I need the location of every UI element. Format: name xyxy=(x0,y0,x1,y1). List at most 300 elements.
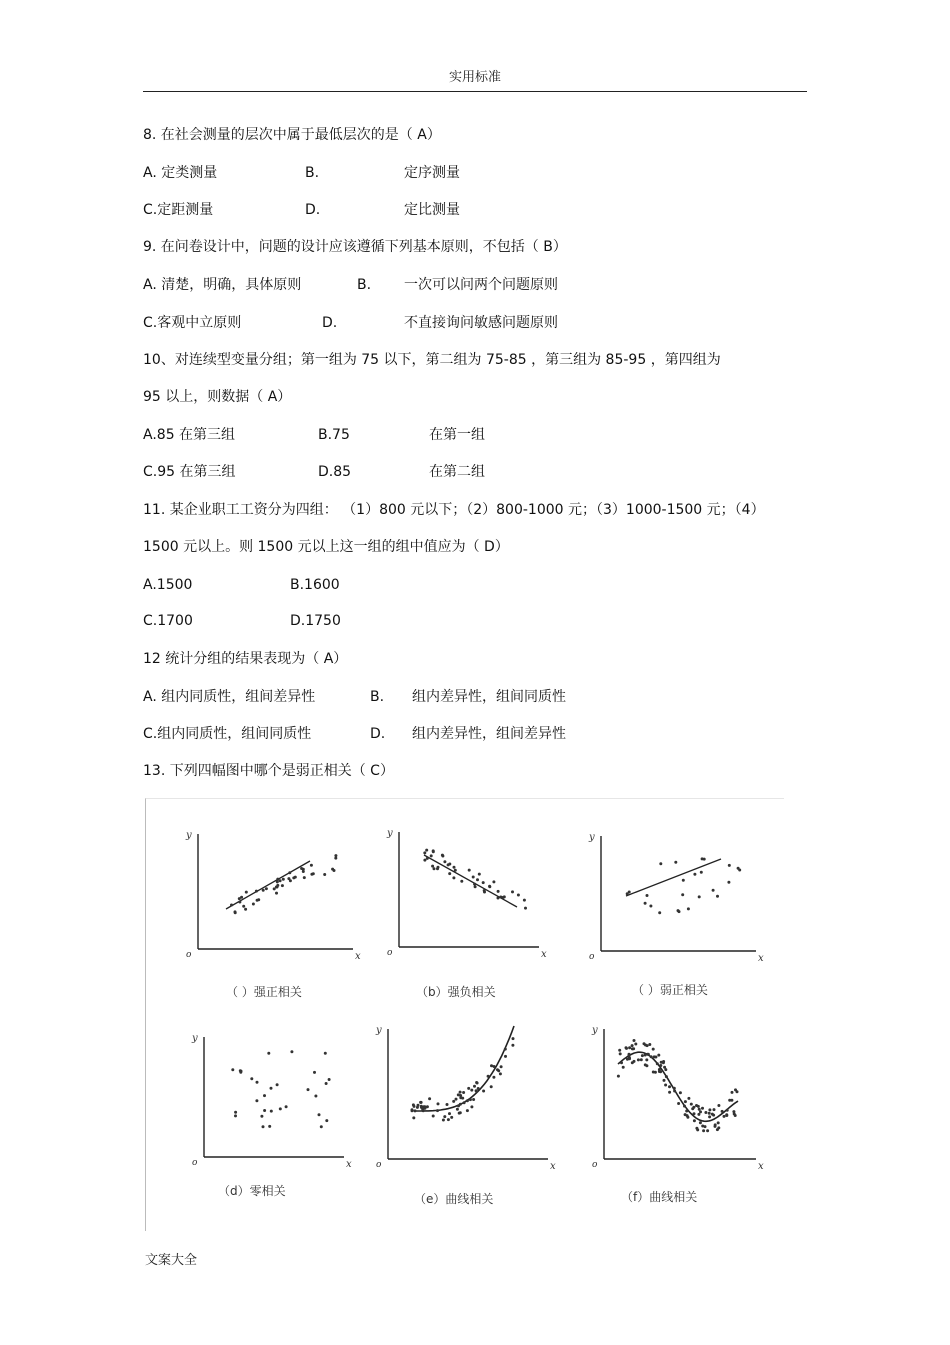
data-point xyxy=(708,1112,711,1115)
data-point xyxy=(431,865,434,868)
q9-option-d-letter: D. xyxy=(322,315,338,331)
data-point xyxy=(245,891,248,894)
q11-option-a: A.1500 xyxy=(143,577,193,593)
data-point xyxy=(476,878,479,881)
data-point xyxy=(721,1110,724,1113)
data-point xyxy=(455,1098,458,1101)
data-point xyxy=(706,1129,709,1132)
data-point xyxy=(276,880,279,883)
data-point xyxy=(436,1109,439,1112)
data-point xyxy=(426,857,429,860)
data-point xyxy=(737,867,740,870)
q8-question: 8. 在社会测量的层次中属于最低层次的是（ A） xyxy=(143,127,441,143)
data-point xyxy=(641,1054,644,1057)
data-point xyxy=(443,1115,446,1118)
data-point xyxy=(234,911,237,914)
data-point xyxy=(437,1102,440,1105)
q10-question-line1: 10、对连续型变量分组；第一组为 75 以下，第二组为 75-85 ，第三组为 85-95 ，第四组为 xyxy=(143,352,721,368)
data-point xyxy=(240,896,243,899)
data-point xyxy=(250,1077,253,1080)
data-point xyxy=(255,890,258,893)
data-point xyxy=(678,910,681,913)
regression-line xyxy=(424,855,517,907)
page-footer: 文案大全 xyxy=(145,1253,198,1268)
data-point xyxy=(717,1121,720,1124)
data-point xyxy=(448,1112,451,1115)
data-point xyxy=(637,1058,640,1061)
data-point xyxy=(499,1072,502,1075)
data-point xyxy=(497,890,500,893)
data-point xyxy=(652,1048,655,1051)
y-axis-label: y xyxy=(592,1025,598,1036)
q10-option-a: A.85 在第三组 xyxy=(143,427,236,443)
data-point xyxy=(318,1113,321,1116)
data-point xyxy=(698,895,701,898)
data-point xyxy=(265,887,268,890)
data-point xyxy=(230,904,233,907)
q11-question-line1: 11. 某企业职工工资分为四组： （1）800 元以下；（2）800-1000 元；（3）1000-1500 元；（4） xyxy=(143,502,765,518)
data-point xyxy=(423,851,426,854)
data-point xyxy=(633,1039,636,1042)
x-axis-label: x xyxy=(346,1159,352,1170)
data-point xyxy=(717,1104,720,1107)
panel-caption: （b）强负相关 xyxy=(416,985,496,999)
data-point xyxy=(294,876,297,879)
data-point xyxy=(668,1091,671,1094)
data-point xyxy=(668,1085,671,1088)
data-point xyxy=(425,849,428,852)
x-axis-label: x xyxy=(550,1161,556,1172)
data-point xyxy=(285,1105,288,1108)
data-point xyxy=(644,902,647,905)
data-point xyxy=(703,858,706,861)
data-point xyxy=(239,1071,242,1074)
q12-option-c: C.组内同质性，组间同质性 xyxy=(143,726,312,742)
origin-label: o xyxy=(589,952,595,962)
q10-question-line2: 95 以上，则数据（ A） xyxy=(143,389,292,405)
data-point xyxy=(708,1108,711,1111)
data-point xyxy=(646,1053,649,1056)
header-rule xyxy=(143,91,807,92)
q9-option-b-text: 一次可以问两个问题原则 xyxy=(404,277,558,293)
scatter-panel-4 xyxy=(191,1033,352,1198)
panel-caption: （d）零相关 xyxy=(218,1184,286,1198)
data-point xyxy=(674,861,677,864)
data-point xyxy=(477,1087,480,1090)
data-point xyxy=(475,1090,478,1093)
data-point xyxy=(622,1066,625,1069)
data-point xyxy=(633,1060,636,1063)
data-point xyxy=(492,1076,495,1079)
data-point xyxy=(450,1116,453,1119)
data-point xyxy=(654,1056,657,1059)
data-point xyxy=(716,895,719,898)
data-point xyxy=(262,889,265,892)
data-point xyxy=(490,1085,493,1088)
origin-label: o xyxy=(376,1160,382,1170)
data-point xyxy=(460,880,463,883)
data-point xyxy=(693,1112,696,1115)
q12-option-d-letter: D. xyxy=(370,726,386,742)
data-point xyxy=(512,1037,515,1040)
data-point xyxy=(654,1071,657,1074)
data-point xyxy=(699,1121,702,1124)
data-point xyxy=(263,1094,266,1097)
data-point xyxy=(417,1104,420,1107)
data-point xyxy=(656,1062,659,1065)
data-point xyxy=(459,1096,462,1099)
data-point xyxy=(673,1087,676,1090)
data-point xyxy=(711,1113,714,1116)
data-point xyxy=(650,1055,653,1058)
data-point xyxy=(482,1090,485,1093)
fitted-curve xyxy=(618,1052,738,1121)
scatter-panel-6 xyxy=(591,1025,764,1204)
data-point xyxy=(270,1110,273,1113)
data-point xyxy=(504,1048,507,1051)
data-point xyxy=(256,1081,259,1084)
data-point xyxy=(665,1075,668,1078)
scatter-panel-3 xyxy=(588,832,764,997)
regression-line xyxy=(626,859,721,896)
data-point xyxy=(657,1054,660,1057)
data-point xyxy=(728,864,731,867)
data-point xyxy=(320,1125,323,1128)
data-point xyxy=(276,884,279,887)
data-point xyxy=(677,1102,680,1105)
data-point xyxy=(412,1103,415,1106)
data-point xyxy=(276,1083,279,1086)
data-point xyxy=(459,1111,462,1114)
q10-option-d-text: 在第二组 xyxy=(429,464,485,480)
scatter-plots-svg xyxy=(146,799,784,1231)
data-point xyxy=(419,1101,422,1104)
data-point xyxy=(459,1091,462,1094)
x-axis-label: x xyxy=(758,1161,764,1172)
data-point xyxy=(472,1098,475,1101)
data-point xyxy=(454,869,457,872)
data-point xyxy=(432,850,435,853)
data-point xyxy=(658,911,661,914)
data-point xyxy=(687,907,690,910)
data-point xyxy=(490,1064,493,1067)
y-axis-label: y xyxy=(387,828,393,839)
data-point xyxy=(731,1091,734,1094)
q11-question-line2: 1500 元以上。则 1500 元以上这一组的组中值应为（ D） xyxy=(143,539,509,555)
data-point xyxy=(699,1110,702,1113)
data-point xyxy=(474,885,477,888)
data-point xyxy=(303,876,306,879)
data-point xyxy=(263,1109,266,1112)
x-axis-label: x xyxy=(541,949,547,960)
data-point xyxy=(640,1058,643,1061)
x-axis-label: x xyxy=(355,951,361,962)
data-point xyxy=(452,876,455,879)
data-point xyxy=(511,1044,514,1047)
data-point xyxy=(281,884,284,887)
data-point xyxy=(704,1111,707,1114)
data-point xyxy=(663,1079,666,1082)
data-point xyxy=(697,1105,700,1108)
scatter-panel-1 xyxy=(185,830,361,999)
data-point xyxy=(517,894,520,897)
data-point xyxy=(734,1088,737,1091)
data-point xyxy=(727,881,730,884)
data-point xyxy=(659,862,662,865)
data-point xyxy=(717,1126,720,1129)
data-point xyxy=(504,1055,507,1058)
data-point xyxy=(463,1101,466,1104)
data-point xyxy=(414,1109,417,1112)
data-point xyxy=(712,889,715,892)
data-point xyxy=(426,1105,429,1108)
data-point xyxy=(625,1046,628,1049)
data-point xyxy=(467,1087,470,1090)
data-point xyxy=(734,1114,737,1117)
data-point xyxy=(268,1125,271,1128)
data-point xyxy=(646,1044,649,1047)
data-point xyxy=(452,1100,455,1103)
q9-option-d-text: 不直接询问敏感问题原则 xyxy=(404,315,558,331)
origin-label: o xyxy=(192,1158,198,1168)
data-point xyxy=(698,1108,701,1111)
data-point xyxy=(473,1085,476,1088)
data-point xyxy=(618,1049,621,1052)
data-point xyxy=(276,878,279,881)
data-point xyxy=(282,878,285,881)
data-point xyxy=(462,1091,465,1094)
q10-option-d-letter: D.85 xyxy=(318,464,352,480)
data-point xyxy=(470,1089,473,1092)
data-point xyxy=(695,1127,698,1130)
data-point xyxy=(325,1082,328,1085)
data-point xyxy=(244,908,247,911)
data-point xyxy=(412,1116,415,1119)
data-point xyxy=(682,879,685,882)
data-point xyxy=(664,1084,667,1087)
data-point xyxy=(469,1098,472,1101)
q12-option-d-text: 组内差异性，组间差异性 xyxy=(412,726,566,742)
q8-option-d-text: 定比测量 xyxy=(404,202,460,218)
y-axis-label: y xyxy=(192,1033,198,1044)
panel-caption: （ ）弱正相关 xyxy=(632,983,708,997)
y-axis-label: y xyxy=(376,1025,382,1036)
data-point xyxy=(664,1068,667,1071)
data-point xyxy=(700,871,703,874)
data-point xyxy=(684,1100,687,1103)
data-point xyxy=(524,907,527,910)
data-point xyxy=(302,870,305,873)
data-point xyxy=(323,873,326,876)
data-point xyxy=(446,1103,449,1106)
q12-question: 12 统计分组的结果表现为（ A） xyxy=(143,651,348,667)
panel-caption: （ ）强正相关 xyxy=(226,985,302,999)
panel-caption: （e）曲线相关 xyxy=(414,1192,494,1206)
data-point xyxy=(475,1081,478,1084)
data-point xyxy=(466,1109,469,1112)
data-point xyxy=(456,1108,459,1111)
data-point xyxy=(433,867,436,870)
panel-caption: （f）曲线相关 xyxy=(621,1190,698,1204)
data-point xyxy=(443,860,446,863)
origin-label: o xyxy=(186,950,192,960)
data-point xyxy=(649,905,652,908)
data-point xyxy=(234,1114,237,1117)
data-point xyxy=(430,854,433,857)
scatter-plots-figure xyxy=(145,798,784,1231)
data-point xyxy=(697,1113,700,1116)
q12-option-b-letter: B. xyxy=(370,689,385,705)
data-point xyxy=(704,1125,707,1128)
q9-option-b-letter: B. xyxy=(357,277,372,293)
x-axis-label: x xyxy=(758,953,764,964)
data-point xyxy=(631,1047,634,1050)
data-point xyxy=(626,892,629,895)
data-point xyxy=(487,1075,490,1078)
data-point xyxy=(231,1068,234,1071)
data-point xyxy=(256,899,259,902)
data-point xyxy=(325,1119,328,1122)
data-point xyxy=(628,1057,631,1060)
data-point xyxy=(448,872,451,875)
scatter-panel-2 xyxy=(386,828,547,999)
q9-question: 9. 在问卷设计中，问题的设计应该遵循下列基本原则，不包括（ B） xyxy=(143,239,567,255)
data-point xyxy=(619,1052,622,1055)
origin-label: o xyxy=(387,948,393,958)
data-point xyxy=(725,1114,728,1117)
data-point xyxy=(279,1107,282,1110)
data-point xyxy=(255,1099,258,1102)
data-point xyxy=(310,873,313,876)
data-point xyxy=(643,1042,646,1045)
q11-option-b: B.1600 xyxy=(290,577,340,593)
data-point xyxy=(260,1115,263,1118)
data-point xyxy=(432,1115,435,1118)
data-point xyxy=(421,1108,424,1111)
data-point xyxy=(328,1078,331,1081)
data-point xyxy=(314,1095,317,1098)
data-point xyxy=(713,1108,716,1111)
data-point xyxy=(270,1087,273,1090)
data-point xyxy=(681,893,684,896)
data-point xyxy=(442,1119,445,1122)
page-header: 实用标准 xyxy=(448,70,501,85)
data-point xyxy=(473,883,476,886)
data-point xyxy=(324,1052,327,1055)
data-point xyxy=(708,1115,711,1118)
q11-option-c: C.1700 xyxy=(143,613,193,629)
data-point xyxy=(617,1075,620,1078)
q10-option-c: C.95 在第三组 xyxy=(143,464,236,480)
data-point xyxy=(428,1097,431,1100)
data-point xyxy=(648,1043,651,1046)
data-point xyxy=(685,1110,688,1113)
data-point xyxy=(497,897,500,900)
data-point xyxy=(447,1118,450,1121)
q10-option-b-text: 在第一组 xyxy=(429,427,485,443)
data-point xyxy=(252,903,255,906)
data-point xyxy=(290,1050,293,1053)
q8-option-c: C.定距测量 xyxy=(143,202,214,218)
data-point xyxy=(726,1109,729,1112)
data-point xyxy=(620,1061,623,1064)
data-point xyxy=(687,1097,690,1100)
q8-option-a: A. 定类测量 xyxy=(143,165,218,181)
data-point xyxy=(453,866,456,869)
data-point xyxy=(441,854,444,857)
q12-option-b-text: 组内差异性，组间同质性 xyxy=(412,689,566,705)
data-point xyxy=(693,1119,696,1122)
q9-option-a: A. 清楚，明确，具体原则 xyxy=(143,277,302,293)
data-point xyxy=(631,1044,634,1047)
data-point xyxy=(690,1103,693,1106)
data-point xyxy=(436,867,439,870)
data-point xyxy=(242,905,245,908)
data-point xyxy=(701,1107,704,1110)
data-point xyxy=(523,899,526,902)
data-point xyxy=(275,892,278,895)
data-point xyxy=(702,1129,705,1132)
data-point xyxy=(723,1115,726,1118)
data-point xyxy=(659,1070,662,1073)
y-axis-label: y xyxy=(186,830,192,841)
data-point xyxy=(679,1091,682,1094)
data-point xyxy=(483,891,486,894)
data-point xyxy=(628,1046,631,1049)
data-point xyxy=(482,881,485,884)
data-point xyxy=(262,1125,265,1128)
q12-option-a: A. 组内同质性，组间差异性 xyxy=(143,689,316,705)
data-point xyxy=(466,1099,469,1102)
data-point xyxy=(234,1111,237,1114)
data-point xyxy=(310,864,313,867)
data-point xyxy=(692,1106,695,1109)
data-point xyxy=(645,1058,648,1061)
data-point xyxy=(693,873,696,876)
data-point xyxy=(313,1071,316,1074)
data-point xyxy=(411,1108,414,1111)
data-point xyxy=(730,1099,733,1102)
data-point xyxy=(267,1052,270,1055)
data-point xyxy=(331,868,334,871)
data-point xyxy=(478,873,481,876)
data-point xyxy=(500,1065,503,1068)
origin-label: o xyxy=(592,1160,598,1170)
data-point xyxy=(488,885,491,888)
data-point xyxy=(686,1114,689,1117)
data-point xyxy=(288,871,291,874)
data-point xyxy=(472,876,475,879)
data-point xyxy=(503,895,506,898)
data-point xyxy=(683,1105,686,1108)
data-point xyxy=(287,877,290,880)
data-point xyxy=(492,880,495,883)
data-point xyxy=(334,857,337,860)
q11-option-d: D.1750 xyxy=(290,613,341,629)
data-point xyxy=(496,1068,499,1071)
data-point xyxy=(511,890,514,893)
data-point xyxy=(470,1105,473,1108)
q8-option-d-letter: D. xyxy=(305,202,321,218)
data-point xyxy=(659,1064,662,1067)
data-point xyxy=(307,1088,310,1091)
data-point xyxy=(646,894,649,897)
q8-option-b-text: 定序测量 xyxy=(404,165,460,181)
data-point xyxy=(457,1104,460,1107)
data-point xyxy=(634,1043,637,1046)
data-point xyxy=(673,1090,676,1093)
data-point xyxy=(468,869,471,872)
